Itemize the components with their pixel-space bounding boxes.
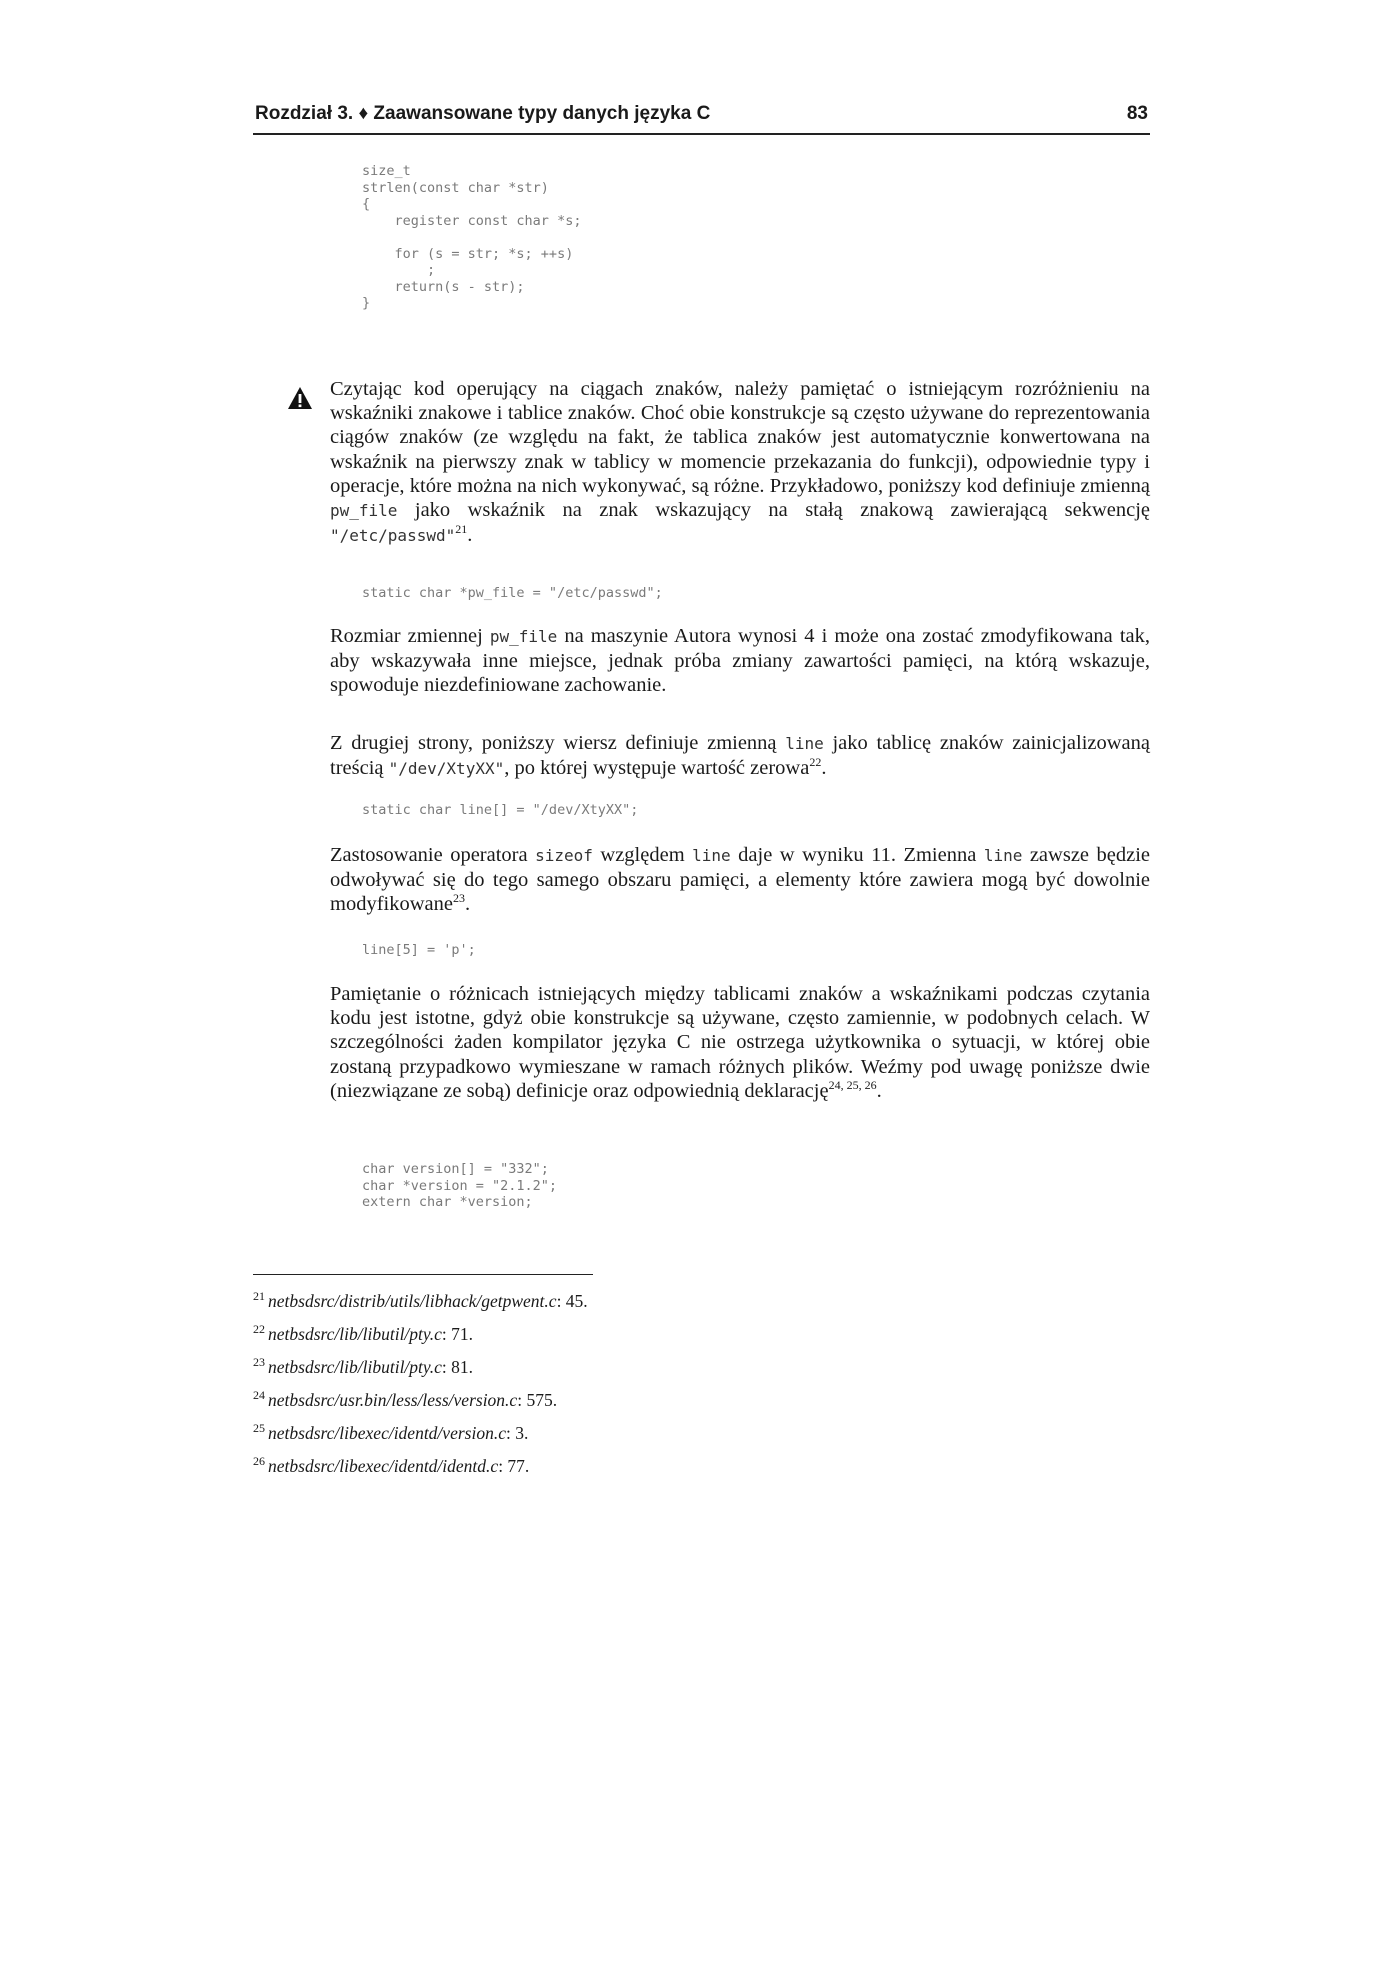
code-block-strlen: size_t strlen(const char *str) { register const char *s; for (s = str; *s; ++s) ; return(s - str); } bbox=[362, 163, 582, 311]
inline-code: line bbox=[983, 846, 1023, 865]
inline-code: "/etc/passwd" bbox=[330, 526, 456, 546]
inline-code: pw_file bbox=[330, 501, 398, 521]
paragraph-pw-file-size: Rozmiar zmiennej pw_file na maszynie Autora wynosi 4 i może ona zostać zmodyfikowana tak, aby wskazywała inne miejsce, jednak próba zmiany zawartości pamięci, na którą wskazuje, spowoduje niezdefiniowane zachowanie. bbox=[330, 625, 1150, 697]
footnote-25: $^{25}$ netbsdsrc/libexec/identd/version.c: 3. bbox=[253, 1421, 529, 1443]
footnote-ref: 24, 25, 26 bbox=[828, 1077, 877, 1092]
code-block-version: char version[] = "332"; char *version = "2.1.2"; extern char *version; bbox=[362, 1161, 558, 1210]
paragraph-arrays-vs-pointers: Pamiętanie o różnicach istniejących między tablicami znaków a wskaźnikami podczas czytania kodu jest istotne, gdyż obie konstrukcje są używane, często zamiennie, w podobnych celach. W szczególności żaden kompilator języka C nie ostrzega użytkownika o sytuacji, w której obie zostaną przypadkowo wymieszane w ramach różnych plików. Weźmy pod uwagę poniższe dwie (niezwiązane ze sobą) definicje oraz odpowiednią deklarację$^{24, 25, 26}$. bbox=[330, 983, 1150, 1102]
inline-code: sizeof bbox=[535, 846, 593, 865]
footnote-22: $^{22}$ netbsdsrc/lib/libutil/pty.c: 71. bbox=[253, 1322, 473, 1344]
footnote-ref: 23 bbox=[452, 891, 465, 906]
inline-code: pw_file bbox=[489, 627, 558, 646]
inline-code: line bbox=[692, 846, 731, 865]
running-header bbox=[253, 101, 1150, 135]
paragraph-sizeof: Zastosowanie operatora sizeof względem line daje w wyniku 11. Zmienna line zawsze będzie odwoływać się do tego samego obszaru pamięci, a elementy które zawiera mogą być dowolnie modyfikowane$^{23}$. bbox=[330, 844, 1150, 916]
code-block-line-assign: line[5] = 'p'; bbox=[362, 942, 476, 958]
code-block-line-decl: static char line[] = "/dev/XtyXX"; bbox=[362, 802, 639, 818]
inline-code: "/dev/XtyXX" bbox=[388, 759, 505, 779]
footnote-26: $^{26}$ netbsdsrc/libexec/identd/identd.c: 77. bbox=[253, 1454, 530, 1476]
footnote-ref: 22 bbox=[809, 755, 822, 770]
code-block-pw-file: static char *pw_file = "/etc/passwd"; bbox=[362, 585, 663, 601]
inline-code: line bbox=[785, 734, 824, 753]
footnote-23: $^{23}$ netbsdsrc/lib/libutil/pty.c: 81. bbox=[253, 1355, 473, 1377]
chapter-title: Rozdział 3. ♦ Zaawansowane typy danych języka C bbox=[255, 103, 711, 124]
paragraph-warning: Czytając kod operujący na ciągach znaków, należy pamiętać o istniejącym rozróżnieniu na wskaźniki znakowe i tablice znaków. Choć obie konstrukcje są często używane do reprezentowania ciągów znaków (ze względu na fakt, że tablica znaków jest automatycznie konwertowana na wskaźnik na pierwszy znak w tablicy w momencie przekazania do funkcji), odpowiednie typy i operacje, które można na nich wykonywać, są różne. Przykładowo, poniższy kod definiuje zmienną pw_file jako wskaźnik na znak wskazujący na stałą znakową zawierającą sekwencję "/etc/passwd"$^{21}$. bbox=[330, 378, 1150, 547]
footnote-24: $^{24}$ netbsdsrc/usr.bin/less/less/version.c: 575. bbox=[253, 1388, 558, 1410]
paragraph-line-array: Z drugiej strony, poniższy wiersz definiuje zmienną line jako tablicę znaków zainicjalizowaną treścią "/dev/XtyXX", po której występuje wartość zerowa$^{22}$. bbox=[330, 732, 1151, 780]
footnote-21: $^{21}$ netbsdsrc/distrib/utils/libhack/getpwent.c: 45. bbox=[253, 1289, 588, 1311]
footnote-ref: 21 bbox=[455, 522, 468, 537]
warning-icon bbox=[287, 386, 313, 410]
footnote-divider bbox=[253, 1274, 593, 1275]
page-number: 83 bbox=[1126, 103, 1148, 124]
